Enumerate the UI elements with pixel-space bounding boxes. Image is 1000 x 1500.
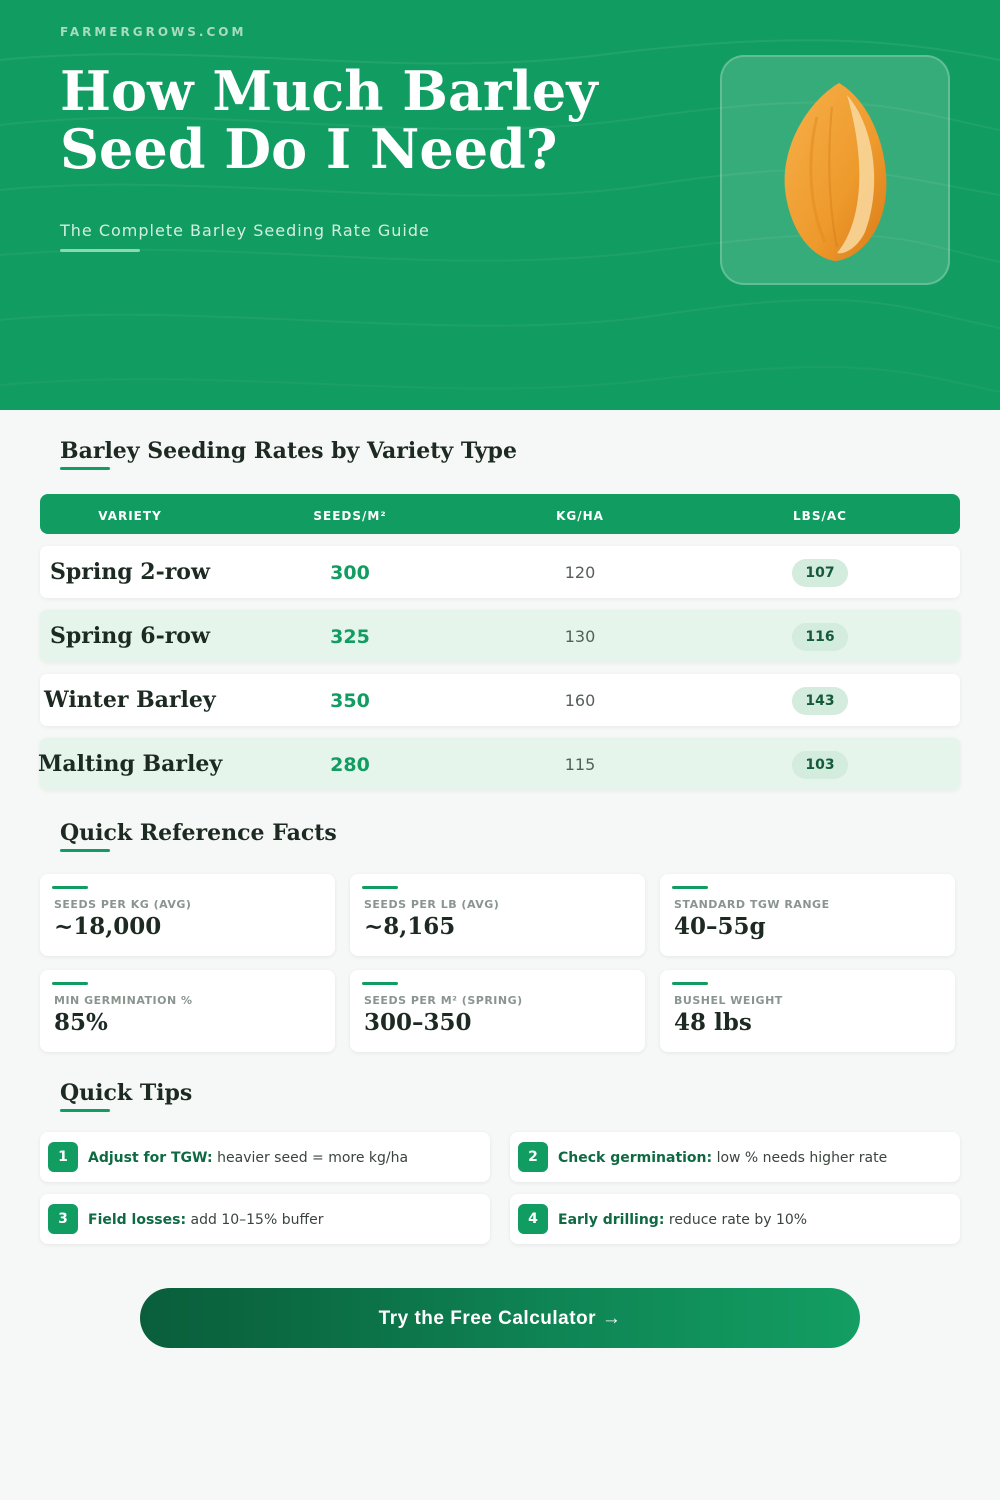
fact-accent-bar [672, 982, 708, 985]
tip-number: 3 [48, 1204, 78, 1234]
table-row [40, 546, 960, 598]
variety-name: Winter Barley [44, 687, 216, 713]
fact-label: SEEDS PER LB (AVG) [364, 898, 500, 911]
fact-value: ~8,165 [364, 913, 456, 940]
fact-label: BUSHEL WEIGHT [674, 994, 783, 1007]
tip-text [558, 1132, 887, 1182]
seed-illustration-card [720, 55, 950, 285]
tip-bold: Adjust for TGW: [88, 1150, 213, 1166]
fact-label: STANDARD TGW RANGE [674, 898, 830, 911]
fact-card [350, 970, 645, 1052]
tip-item [40, 1194, 490, 1244]
seeds-value: 300 [330, 562, 370, 584]
fact-card [40, 874, 335, 956]
tip-number: 4 [518, 1204, 548, 1234]
seeds-value: 280 [330, 754, 370, 776]
page-subtitle: The Complete Barley Seeding Rate Guide [60, 221, 430, 240]
fact-value: 85% [54, 1009, 108, 1036]
title-line-2: Seed Do I Need? [60, 117, 558, 181]
lbs-badge: 116 [792, 623, 848, 651]
hero-banner [0, 0, 1000, 410]
tip-bold: Check germination: [558, 1150, 713, 1166]
seeds-value: 350 [330, 690, 370, 712]
table-row [40, 610, 960, 662]
fact-card [660, 970, 955, 1052]
tip-body: add 10–15% buffer [186, 1212, 324, 1228]
site-name: FARMERGROWS.COM [60, 25, 247, 39]
table-header [40, 494, 960, 534]
kg-value: 160 [564, 691, 596, 710]
fact-card [40, 970, 335, 1052]
header-kg: KG/HA [556, 509, 604, 523]
facts-section-title: Quick Reference Facts [60, 820, 337, 846]
fact-label: SEEDS PER M² (SPRING) [364, 994, 523, 1007]
kg-value: 115 [564, 755, 596, 774]
page-title [60, 59, 660, 181]
fact-value: 300–350 [364, 1009, 472, 1036]
table-row [40, 674, 960, 726]
lbs-badge: 103 [792, 751, 848, 779]
free-calculator-button[interactable]: Try the Free Calculator → [140, 1288, 860, 1348]
header-lbs: LBS/AC [793, 509, 847, 523]
tip-number: 2 [518, 1142, 548, 1172]
kg-value: 130 [564, 627, 596, 646]
fact-value: ~18,000 [54, 913, 162, 940]
fact-accent-bar [52, 886, 88, 889]
tip-item [510, 1194, 960, 1244]
fact-card [660, 874, 955, 956]
fact-accent-bar [362, 886, 398, 889]
seeds-value: 325 [330, 626, 370, 648]
subtitle-underline [60, 249, 140, 252]
fact-value: 48 lbs [674, 1009, 752, 1036]
fact-card [350, 874, 645, 956]
fact-accent-bar [362, 982, 398, 985]
tip-bold: Field losses: [88, 1212, 187, 1228]
tip-text [88, 1194, 323, 1244]
section-underline [60, 849, 110, 852]
table-row [40, 738, 960, 790]
tip-body: low % needs higher rate [712, 1150, 888, 1166]
section-underline [60, 1109, 110, 1112]
tip-number: 1 [48, 1142, 78, 1172]
tip-body: heavier seed = more kg/ha [212, 1150, 409, 1166]
variety-name: Malting Barley [38, 751, 223, 777]
fact-label: SEEDS PER KG (AVG) [54, 898, 192, 911]
variety-name: Spring 2-row [50, 559, 210, 585]
tip-item [40, 1132, 490, 1182]
fact-value: 40–55g [674, 913, 766, 940]
tips-section-title: Quick Tips [60, 1080, 193, 1106]
header-seeds: SEEDS/M² [313, 509, 387, 523]
lbs-badge: 107 [792, 559, 848, 587]
fact-accent-bar [52, 982, 88, 985]
tip-body: reduce rate by 10% [664, 1212, 808, 1228]
title-line-1: How Much Barley [60, 59, 598, 123]
barley-seed-icon [777, 77, 897, 267]
lbs-badge: 143 [792, 687, 848, 715]
table-section-title: Barley Seeding Rates by Variety Type [60, 438, 517, 464]
section-underline [60, 467, 110, 470]
tip-bold: Early drilling: [558, 1212, 665, 1228]
header-variety: VARIETY [98, 509, 162, 523]
fact-label: MIN GERMINATION % [54, 994, 193, 1007]
tip-text [88, 1132, 408, 1182]
fact-accent-bar [672, 886, 708, 889]
tip-item [510, 1132, 960, 1182]
tip-text [558, 1194, 807, 1244]
kg-value: 120 [564, 563, 596, 582]
variety-name: Spring 6-row [50, 623, 210, 649]
